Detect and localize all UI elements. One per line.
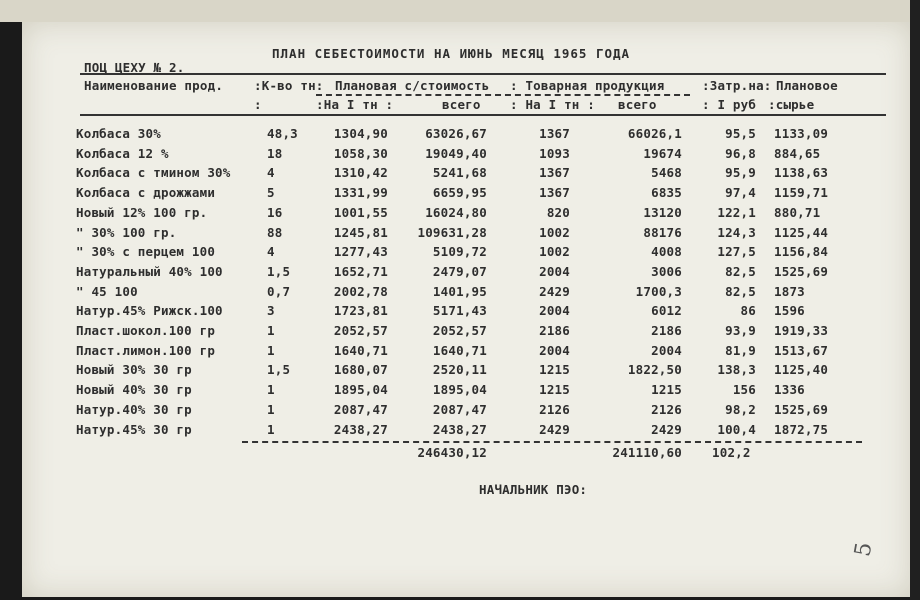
cell-vsego2: 3006 — [651, 263, 682, 279]
cell-na2: 2429 — [539, 421, 570, 437]
cell-qty: 1,5 — [267, 263, 291, 279]
cell-na2: 1002 — [539, 224, 570, 240]
cell-name: Пласт.лимон.100 гр — [76, 342, 216, 358]
header-sub-na1: :На I тн : — [316, 97, 394, 112]
cell-na2: 2429 — [539, 283, 570, 299]
header-bottom-rule — [80, 114, 886, 116]
cell-vsego2: 1822,50 — [627, 362, 682, 378]
cell-zatr: 97,4 — [725, 185, 756, 201]
cell-vsego2: 88176 — [643, 224, 682, 240]
cell-vsego2: 2126 — [651, 401, 682, 417]
cell-na2: 1215 — [539, 362, 570, 378]
cell-vsego2: 2429 — [651, 421, 682, 437]
page-number: 5 — [850, 540, 878, 559]
cell-na2: 2186 — [539, 323, 570, 338]
cell-vsego2: 2186 — [651, 323, 682, 338]
cell-plan: 880,71 — [774, 204, 821, 220]
cell-na1: 1640,71 — [333, 342, 388, 358]
cell-name: Новый 30% 30 гр — [76, 362, 192, 378]
document-sheet — [22, 22, 912, 597]
cell-plan: 1125,40 — [774, 362, 829, 378]
header-sub-vsego1: всего — [442, 97, 481, 112]
cell-zatr: 127,5 — [717, 244, 756, 260]
cell-vsego1: 1640,71 — [432, 342, 487, 358]
header-qty: :К-во тн: — [254, 78, 324, 93]
cell-na1: 1680,07 — [333, 362, 388, 378]
cell-qty: 1 — [267, 421, 275, 437]
cell-name: Колбаса с дрожжами — [76, 185, 216, 201]
cell-plan: 1596 — [774, 303, 805, 319]
cell-vsego1: 2052,57 — [432, 323, 487, 338]
cell-plan: 1336 — [774, 382, 805, 398]
cell-zatr: 96,8 — [725, 145, 756, 161]
cell-qty: 1 — [267, 342, 275, 358]
cell-na2: 1215 — [539, 382, 570, 398]
document-subtitle: ПОЦ ЦЕХУ № 2. — [84, 60, 185, 75]
cell-na1: 2002,78 — [333, 283, 388, 299]
header-sub-1rub: : I руб — [702, 97, 757, 112]
cell-vsego2: 6835 — [651, 185, 682, 201]
cell-vsego1: 1895,04 — [432, 382, 487, 398]
header-top-rule — [80, 73, 886, 75]
cell-na1: 1277,43 — [333, 244, 388, 260]
cell-name: Новый 12% 100 гр. — [76, 204, 208, 220]
cell-qty: 48,3 — [267, 126, 298, 141]
cell-qty: 4 — [267, 165, 275, 181]
document-title: ПЛАН СЕБЕСТОИМОСТИ НА ИЮНЬ МЕСЯЦ 1965 ГОДА — [272, 46, 631, 61]
cell-vsego1: 109631,28 — [417, 224, 487, 240]
total-zatr: 102,2 — [712, 445, 751, 460]
cell-vsego2: 19674 — [643, 145, 682, 161]
cell-vsego1: 5109,72 — [432, 244, 487, 260]
cell-name: " 30% 100 гр. — [76, 224, 177, 240]
cell-na2: 1367 — [539, 185, 570, 201]
cell-vsego1: 2438,27 — [432, 421, 487, 437]
cell-name: Натур.40% 30 гр — [76, 401, 192, 417]
header-planned: Плановое — [776, 78, 838, 93]
cell-zatr: 100,4 — [717, 421, 756, 437]
cell-vsego2: 5468 — [651, 165, 682, 181]
cell-zatr: 95,9 — [725, 165, 756, 181]
cell-na2: 1093 — [539, 145, 570, 161]
cell-plan: 1138,63 — [774, 165, 829, 181]
cell-plan: 1125,44 — [774, 224, 829, 240]
cell-na2: 1367 — [539, 126, 570, 141]
cell-vsego1: 19049,40 — [425, 145, 487, 161]
totals-dash-rule — [242, 441, 862, 443]
cell-name: Натур.45% 30 гр — [76, 421, 192, 437]
cell-qty: 0,7 — [267, 283, 291, 299]
cell-plan: 1872,75 — [774, 421, 829, 437]
cell-name: " 30% с перцем 100 — [76, 244, 216, 260]
cell-na1: 1245,81 — [333, 224, 388, 240]
cell-qty: 16 — [267, 204, 283, 220]
total-vsego1: 246430,12 — [417, 445, 487, 460]
cell-qty: 1 — [267, 401, 275, 417]
cell-name: Колбаса с тмином 30% — [76, 165, 231, 181]
cell-plan: 1156,84 — [774, 244, 829, 260]
cell-plan: 1133,09 — [774, 126, 829, 141]
cell-vsego1: 5241,68 — [432, 165, 487, 181]
cell-zatr: 82,5 — [725, 263, 756, 279]
cell-na2: 1002 — [539, 244, 570, 260]
cell-na2: 2004 — [539, 342, 570, 358]
cell-qty: 5 — [267, 185, 275, 201]
cell-vsego1: 5171,43 — [432, 303, 487, 319]
cell-plan: 1159,71 — [774, 185, 829, 201]
cell-qty: 4 — [267, 244, 275, 260]
cell-na1: 1310,42 — [333, 165, 388, 181]
cell-na1: 2052,57 — [333, 323, 388, 338]
cell-zatr: 82,5 — [725, 283, 756, 299]
cell-qty: 88 — [267, 224, 283, 240]
cell-zatr: 98,2 — [725, 401, 756, 417]
cell-vsego1: 1401,95 — [432, 283, 487, 299]
cell-plan: 1513,67 — [774, 342, 829, 358]
total-vsego2: 241110,60 — [612, 445, 682, 460]
header-mid-dash — [316, 94, 690, 96]
cell-plan: 1919,33 — [774, 323, 829, 338]
header-colon: : — [254, 97, 262, 112]
cell-na1: 1001,55 — [333, 204, 388, 220]
cell-na2: 1367 — [539, 165, 570, 181]
cell-na1: 1058,30 — [333, 145, 388, 161]
cell-zatr: 122,1 — [717, 204, 756, 220]
cell-name: Колбаса 12 % — [76, 145, 169, 161]
cell-na2: 2126 — [539, 401, 570, 417]
cell-vsego1: 63026,67 — [425, 126, 487, 141]
cell-name: Новый 40% 30 гр — [76, 382, 192, 398]
cell-na2: 2004 — [539, 263, 570, 279]
header-sub-vsego2: всего — [618, 97, 657, 112]
cell-na2: 820 — [546, 204, 570, 220]
header-goods: : Товарная продукция — [510, 78, 665, 93]
cell-vsego1: 6659,95 — [432, 185, 487, 201]
cell-vsego2: 13120 — [643, 204, 682, 220]
cell-name: Натуральный 40% 100 — [76, 263, 223, 279]
cell-na1: 1723,81 — [333, 303, 388, 319]
cell-zatr: 81,9 — [725, 342, 756, 358]
cell-name: " 45 100 — [76, 283, 138, 299]
cell-vsego2: 4008 — [651, 244, 682, 260]
cell-vsego2: 1215 — [651, 382, 682, 398]
cell-vsego1: 2520,11 — [432, 362, 487, 378]
scan-right-edge — [910, 0, 920, 600]
header-zatr: :Затр.на: — [702, 78, 772, 93]
cell-plan: 884,65 — [774, 145, 821, 161]
cell-zatr: 86 — [740, 303, 756, 319]
cell-plan: 1525,69 — [774, 401, 829, 417]
cell-na1: 1304,90 — [333, 126, 388, 141]
cell-na1: 2087,47 — [333, 401, 388, 417]
cell-zatr: 124,3 — [717, 224, 756, 240]
cell-qty: 1,5 — [267, 362, 291, 378]
cell-na1: 1331,99 — [333, 185, 388, 201]
cell-na1: 1652,71 — [333, 263, 388, 279]
header-sub-syrye: :сырье — [768, 97, 815, 112]
cell-zatr: 95,5 — [725, 126, 756, 141]
cell-vsego1: 16024,80 — [425, 204, 487, 220]
cell-zatr: 138,3 — [717, 362, 756, 378]
cell-na2: 2004 — [539, 303, 570, 319]
cell-zatr: 93,9 — [725, 323, 756, 338]
cell-qty: 3 — [267, 303, 275, 319]
cell-vsego2: 66026,1 — [627, 126, 682, 141]
header-name: Наименование прод. — [84, 78, 224, 93]
footer-signature: НАЧАЛЬНИК ПЭО: — [479, 482, 588, 497]
cell-vsego2: 6012 — [651, 303, 682, 319]
cell-na1: 2438,27 — [333, 421, 388, 437]
cell-vsego1: 2479,07 — [432, 263, 487, 279]
cell-vsego1: 2087,47 — [432, 401, 487, 417]
cell-name: Пласт.шокол.100 гр — [76, 323, 216, 338]
cell-vsego2: 1700,3 — [635, 283, 682, 299]
cell-qty: 1 — [267, 323, 275, 338]
cell-qty: 18 — [267, 145, 283, 161]
header-plan-cost: Плановая с/стоимость — [335, 78, 490, 93]
cell-name: Натур.45% Рижск.100 — [76, 303, 223, 319]
cell-na1: 1895,04 — [333, 382, 388, 398]
cell-plan: 1873 — [774, 283, 805, 299]
cell-vsego2: 2004 — [651, 342, 682, 358]
cell-name: Колбаса 30% — [76, 126, 161, 141]
header-sub-na2: : На I тн : — [510, 97, 595, 112]
scan-top-strip — [0, 0, 920, 22]
cell-plan: 1525,69 — [774, 263, 829, 279]
cell-zatr: 156 — [732, 382, 756, 398]
cell-qty: 1 — [267, 382, 275, 398]
